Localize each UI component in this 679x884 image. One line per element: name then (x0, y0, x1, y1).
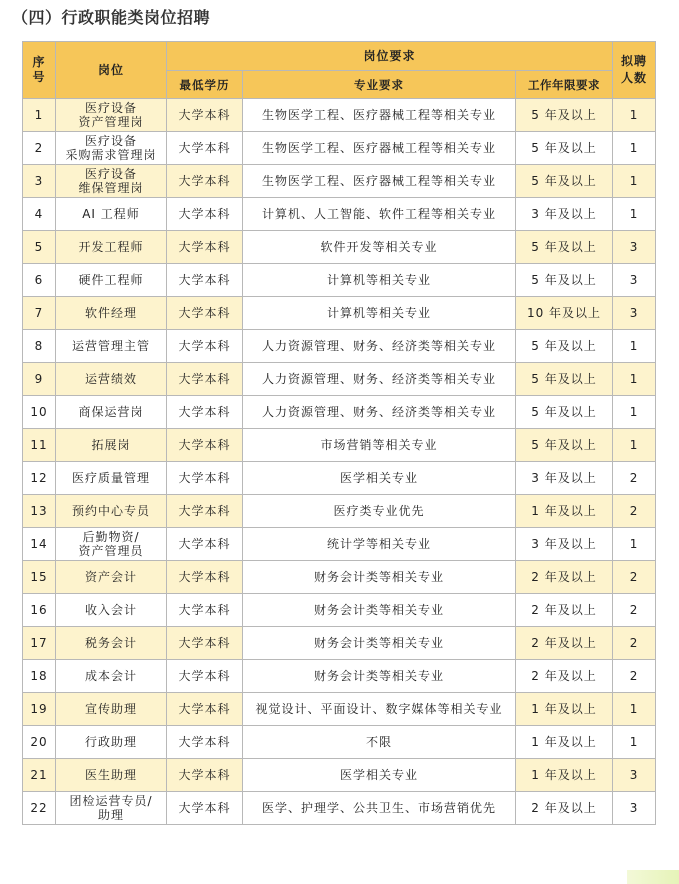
row-index-text: 20 (30, 735, 48, 749)
row-headcount (613, 759, 656, 792)
row-major (243, 726, 516, 759)
row-index-text: 19 (30, 702, 48, 716)
row-position (56, 99, 167, 132)
row-headcount (613, 660, 656, 693)
row-experience-text: 2 年及以上 (531, 570, 597, 584)
header-requirements: 岗位要求 (167, 42, 613, 71)
row-major (243, 198, 516, 231)
row-major-text: 生物医学工程、医疗器械工程等相关专业 (261, 174, 496, 188)
row-headcount (613, 429, 656, 462)
row-headcount (613, 462, 656, 495)
row-experience (516, 264, 613, 297)
table-row (23, 495, 656, 528)
row-headcount-text: 1 (629, 405, 639, 419)
row-headcount-text: 1 (629, 438, 639, 452)
table-row (23, 726, 656, 759)
row-education-text: 大学本科 (178, 273, 231, 287)
row-headcount (613, 264, 656, 297)
row-index-text: 21 (30, 768, 48, 782)
row-education (167, 462, 243, 495)
row-experience (516, 198, 613, 231)
row-major (243, 264, 516, 297)
row-education (167, 198, 243, 231)
row-major-text: 生物医学工程、医疗器械工程等相关专业 (261, 108, 496, 122)
row-experience-text: 2 年及以上 (531, 636, 597, 650)
row-major-text: 财务会计类等相关专业 (313, 669, 444, 683)
row-headcount-text: 1 (629, 207, 639, 221)
row-major (243, 165, 516, 198)
row-position-text: 资产会计 (84, 570, 137, 584)
row-major (243, 693, 516, 726)
row-position-text: 预约中心专员 (71, 504, 150, 518)
table-row (23, 132, 656, 165)
row-index (23, 726, 56, 759)
row-headcount-text: 1 (629, 108, 639, 122)
row-headcount-text: 1 (629, 339, 639, 353)
row-experience-text: 5 年及以上 (531, 438, 597, 452)
table-row (23, 363, 656, 396)
row-major (243, 594, 516, 627)
row-education (167, 528, 243, 561)
row-experience (516, 594, 613, 627)
row-index-text: 17 (30, 636, 48, 650)
row-index (23, 792, 56, 825)
row-index (23, 99, 56, 132)
table-row (23, 396, 656, 429)
header-position: 岗位 (56, 42, 167, 99)
row-position-text: 成本会计 (84, 669, 137, 683)
row-headcount (613, 396, 656, 429)
row-education-text: 大学本科 (178, 438, 231, 452)
section-title: （四）行政职能类岗位招聘 (12, 8, 211, 27)
row-education-text: 大学本科 (178, 537, 231, 551)
row-major (243, 330, 516, 363)
header-headcount-label: 拟聘人数 (621, 54, 648, 85)
row-position (56, 660, 167, 693)
row-education-text: 大学本科 (178, 240, 231, 254)
row-index (23, 429, 56, 462)
row-index-text: 16 (30, 603, 48, 617)
row-index (23, 660, 56, 693)
row-index (23, 462, 56, 495)
row-major-text: 人力资源管理、财务、经济类等相关专业 (261, 405, 496, 419)
row-position (56, 759, 167, 792)
row-experience-text: 5 年及以上 (531, 174, 597, 188)
row-headcount-text: 2 (629, 471, 639, 485)
row-education (167, 363, 243, 396)
row-major-text: 人力资源管理、财务、经济类等相关专业 (261, 339, 496, 353)
row-experience-text: 1 年及以上 (531, 702, 597, 716)
row-education (167, 495, 243, 528)
row-index (23, 528, 56, 561)
row-experience (516, 792, 613, 825)
row-major-text: 计算机等相关专业 (326, 306, 431, 320)
row-position-text: 医疗设备 资产管理岗 (78, 101, 144, 129)
row-major-text: 软件开发等相关专业 (320, 240, 438, 254)
table-row (23, 165, 656, 198)
row-index-text: 9 (34, 372, 44, 386)
row-experience (516, 231, 613, 264)
row-position-text: 收入会计 (84, 603, 137, 617)
row-experience (516, 132, 613, 165)
row-headcount (613, 231, 656, 264)
row-position (56, 528, 167, 561)
row-headcount (613, 198, 656, 231)
table-row (23, 528, 656, 561)
row-position-text: 医疗设备 维保管理岗 (78, 167, 144, 195)
row-index-text: 22 (30, 801, 48, 815)
row-index (23, 231, 56, 264)
row-index (23, 627, 56, 660)
row-education (167, 264, 243, 297)
row-major (243, 792, 516, 825)
row-position-text: AI 工程师 (82, 207, 140, 221)
row-index-text: 13 (30, 504, 48, 518)
row-experience-text: 2 年及以上 (531, 801, 597, 815)
row-headcount (613, 792, 656, 825)
row-position (56, 231, 167, 264)
row-education (167, 165, 243, 198)
row-headcount-text: 3 (629, 273, 639, 287)
row-major (243, 363, 516, 396)
row-index-text: 2 (34, 141, 44, 155)
table-row (23, 627, 656, 660)
row-headcount-text: 3 (629, 768, 639, 782)
row-education (167, 231, 243, 264)
row-experience (516, 660, 613, 693)
row-position (56, 726, 167, 759)
row-headcount-text: 1 (629, 141, 639, 155)
row-experience-text: 5 年及以上 (531, 108, 597, 122)
row-major-text: 医学相关专业 (339, 768, 418, 782)
row-education (167, 693, 243, 726)
row-experience-text: 2 年及以上 (531, 603, 597, 617)
row-position-text: 商保运营岗 (78, 405, 144, 419)
row-experience-text: 5 年及以上 (531, 339, 597, 353)
row-position (56, 396, 167, 429)
row-headcount-text: 2 (629, 669, 639, 683)
row-education-text: 大学本科 (178, 801, 231, 815)
row-major (243, 99, 516, 132)
row-experience-text: 5 年及以上 (531, 240, 597, 254)
row-major (243, 396, 516, 429)
row-index-text: 5 (34, 240, 44, 254)
table-row (23, 693, 656, 726)
row-headcount-text: 3 (629, 240, 639, 254)
row-major (243, 759, 516, 792)
row-position-text: 运营管理主管 (71, 339, 150, 353)
row-headcount-text: 1 (629, 735, 639, 749)
row-index (23, 330, 56, 363)
row-major (243, 429, 516, 462)
row-position-text: 开发工程师 (78, 240, 144, 254)
row-experience (516, 627, 613, 660)
row-headcount (613, 330, 656, 363)
row-experience (516, 429, 613, 462)
row-position (56, 429, 167, 462)
row-position (56, 627, 167, 660)
row-headcount (613, 99, 656, 132)
row-position-text: 医生助理 (84, 768, 137, 782)
table-row (23, 99, 656, 132)
row-major-text: 财务会计类等相关专业 (313, 570, 444, 584)
row-major-text: 人力资源管理、财务、经济类等相关专业 (261, 372, 496, 386)
table-row (23, 264, 656, 297)
row-education (167, 99, 243, 132)
row-education (167, 660, 243, 693)
row-education-text: 大学本科 (178, 702, 231, 716)
table-row (23, 330, 656, 363)
row-major (243, 132, 516, 165)
row-index (23, 495, 56, 528)
row-major (243, 495, 516, 528)
table-row (23, 561, 656, 594)
row-position (56, 330, 167, 363)
row-headcount-text: 1 (629, 372, 639, 386)
row-position-text: 税务会计 (84, 636, 137, 650)
row-major-text: 计算机等相关专业 (326, 273, 431, 287)
row-education-text: 大学本科 (178, 108, 231, 122)
row-index (23, 297, 56, 330)
row-index (23, 759, 56, 792)
row-education (167, 396, 243, 429)
row-position-text: 团检运营专员/ 助理 (69, 794, 153, 822)
row-headcount-text: 3 (629, 801, 639, 815)
row-major-text: 医学、护理学、公共卫生、市场营销优先 (261, 801, 496, 815)
header-experience: 工作年限要求 (516, 71, 613, 99)
row-education-text: 大学本科 (178, 768, 231, 782)
row-experience (516, 462, 613, 495)
row-major-text: 统计学等相关专业 (326, 537, 431, 551)
row-education (167, 759, 243, 792)
row-education-text: 大学本科 (178, 141, 231, 155)
row-education-text: 大学本科 (178, 570, 231, 584)
row-major (243, 462, 516, 495)
row-experience-text: 1 年及以上 (531, 735, 597, 749)
row-headcount-text: 2 (629, 636, 639, 650)
row-index-text: 3 (34, 174, 44, 188)
corner-decoration (627, 870, 679, 884)
row-index (23, 693, 56, 726)
row-experience-text: 1 年及以上 (531, 768, 597, 782)
table-row (23, 198, 656, 231)
row-headcount (613, 693, 656, 726)
row-headcount-text: 1 (629, 174, 639, 188)
row-education-text: 大学本科 (178, 669, 231, 683)
row-major-text: 财务会计类等相关专业 (313, 636, 444, 650)
row-education-text: 大学本科 (178, 636, 231, 650)
row-major-text: 视觉设计、平面设计、数字媒体等相关专业 (255, 702, 503, 716)
row-experience-text: 5 年及以上 (531, 273, 597, 287)
header-major: 专业要求 (243, 71, 516, 99)
row-education-text: 大学本科 (178, 603, 231, 617)
row-experience (516, 759, 613, 792)
row-major (243, 627, 516, 660)
row-experience (516, 297, 613, 330)
row-experience (516, 330, 613, 363)
row-education (167, 594, 243, 627)
table-row (23, 792, 656, 825)
row-experience (516, 495, 613, 528)
row-headcount (613, 627, 656, 660)
row-major-text: 生物医学工程、医疗器械工程等相关专业 (261, 141, 496, 155)
row-index (23, 165, 56, 198)
row-education (167, 792, 243, 825)
row-headcount (613, 594, 656, 627)
row-index-text: 18 (30, 669, 48, 683)
row-headcount-text: 1 (629, 702, 639, 716)
row-experience-text: 3 年及以上 (531, 537, 597, 551)
row-experience (516, 693, 613, 726)
row-headcount (613, 561, 656, 594)
row-major-text: 医学相关专业 (339, 471, 418, 485)
row-position (56, 561, 167, 594)
row-experience-text: 5 年及以上 (531, 372, 597, 386)
row-experience (516, 99, 613, 132)
row-index-text: 11 (30, 438, 48, 452)
row-position (56, 693, 167, 726)
row-major-text: 医疗类专业优先 (333, 504, 425, 518)
row-experience (516, 528, 613, 561)
row-index (23, 198, 56, 231)
row-experience-text: 5 年及以上 (531, 405, 597, 419)
row-index (23, 363, 56, 396)
row-index (23, 264, 56, 297)
row-position-text: 后勤物资/ 资产管理员 (78, 530, 144, 558)
row-experience (516, 726, 613, 759)
row-position (56, 264, 167, 297)
row-position (56, 495, 167, 528)
row-position-text: 宣传助理 (84, 702, 137, 716)
row-education (167, 726, 243, 759)
row-education-text: 大学本科 (178, 405, 231, 419)
row-headcount (613, 297, 656, 330)
row-education (167, 627, 243, 660)
row-experience (516, 561, 613, 594)
header-headcount (613, 42, 656, 99)
row-headcount-text: 2 (629, 504, 639, 518)
row-position (56, 594, 167, 627)
row-education (167, 132, 243, 165)
row-experience-text: 2 年及以上 (531, 669, 597, 683)
row-position (56, 363, 167, 396)
table-row (23, 759, 656, 792)
row-major (243, 660, 516, 693)
row-experience-text: 5 年及以上 (531, 141, 597, 155)
row-experience-text: 3 年及以上 (531, 471, 597, 485)
row-position (56, 132, 167, 165)
row-headcount-text: 2 (629, 603, 639, 617)
row-index (23, 561, 56, 594)
table-row (23, 429, 656, 462)
row-education-text: 大学本科 (178, 306, 231, 320)
row-position-text: 行政助理 (84, 735, 137, 749)
row-index (23, 594, 56, 627)
row-education (167, 429, 243, 462)
row-position-text: 医疗设备 采购需求管理岗 (65, 134, 157, 162)
row-headcount (613, 165, 656, 198)
row-education-text: 大学本科 (178, 471, 231, 485)
row-education (167, 330, 243, 363)
row-education-text: 大学本科 (178, 504, 231, 518)
row-major-text: 市场营销等相关专业 (320, 438, 438, 452)
row-experience (516, 396, 613, 429)
row-headcount (613, 363, 656, 396)
row-index-text: 10 (30, 405, 48, 419)
row-index-text: 15 (30, 570, 48, 584)
row-headcount-text: 1 (629, 537, 639, 551)
row-position (56, 165, 167, 198)
row-education-text: 大学本科 (178, 174, 231, 188)
header-index-label: 序号 (32, 55, 46, 84)
row-index-text: 14 (30, 537, 48, 551)
table-row (23, 297, 656, 330)
row-position (56, 297, 167, 330)
row-education-text: 大学本科 (178, 339, 231, 353)
row-major (243, 528, 516, 561)
row-position-text: 拓展岗 (91, 438, 131, 452)
row-index (23, 396, 56, 429)
row-experience (516, 165, 613, 198)
header-education: 最低学历 (167, 71, 243, 99)
row-index-text: 7 (34, 306, 44, 320)
row-position-text: 软件经理 (84, 306, 137, 320)
row-headcount (613, 528, 656, 561)
row-index-text: 4 (34, 207, 44, 221)
row-education-text: 大学本科 (178, 207, 231, 221)
row-position (56, 198, 167, 231)
row-index-text: 12 (30, 471, 48, 485)
row-headcount-text: 3 (629, 306, 639, 320)
table-row (23, 231, 656, 264)
row-index-text: 1 (34, 108, 44, 122)
row-position (56, 462, 167, 495)
row-major (243, 297, 516, 330)
row-headcount (613, 495, 656, 528)
row-major (243, 561, 516, 594)
row-position-text: 运营绩效 (84, 372, 137, 386)
row-headcount (613, 132, 656, 165)
table-row (23, 660, 656, 693)
header-index (23, 42, 56, 99)
row-position-text: 医疗质量管理 (71, 471, 150, 485)
row-position-text: 硬件工程师 (78, 273, 144, 287)
table-row (23, 462, 656, 495)
row-major-text: 财务会计类等相关专业 (313, 603, 444, 617)
row-major-text: 不限 (365, 735, 392, 749)
row-experience-text: 3 年及以上 (531, 207, 597, 221)
row-major (243, 231, 516, 264)
row-major-text: 计算机、人工智能、软件工程等相关专业 (261, 207, 496, 221)
row-headcount (613, 726, 656, 759)
row-education-text: 大学本科 (178, 735, 231, 749)
row-index (23, 132, 56, 165)
row-education-text: 大学本科 (178, 372, 231, 386)
row-experience-text: 10 年及以上 (526, 306, 602, 320)
row-headcount-text: 2 (629, 570, 639, 584)
row-education (167, 297, 243, 330)
table-row (23, 594, 656, 627)
row-index-text: 6 (34, 273, 44, 287)
row-position (56, 792, 167, 825)
row-experience-text: 1 年及以上 (531, 504, 597, 518)
row-education (167, 561, 243, 594)
recruitment-table (22, 41, 656, 825)
row-experience (516, 363, 613, 396)
row-index-text: 8 (34, 339, 44, 353)
